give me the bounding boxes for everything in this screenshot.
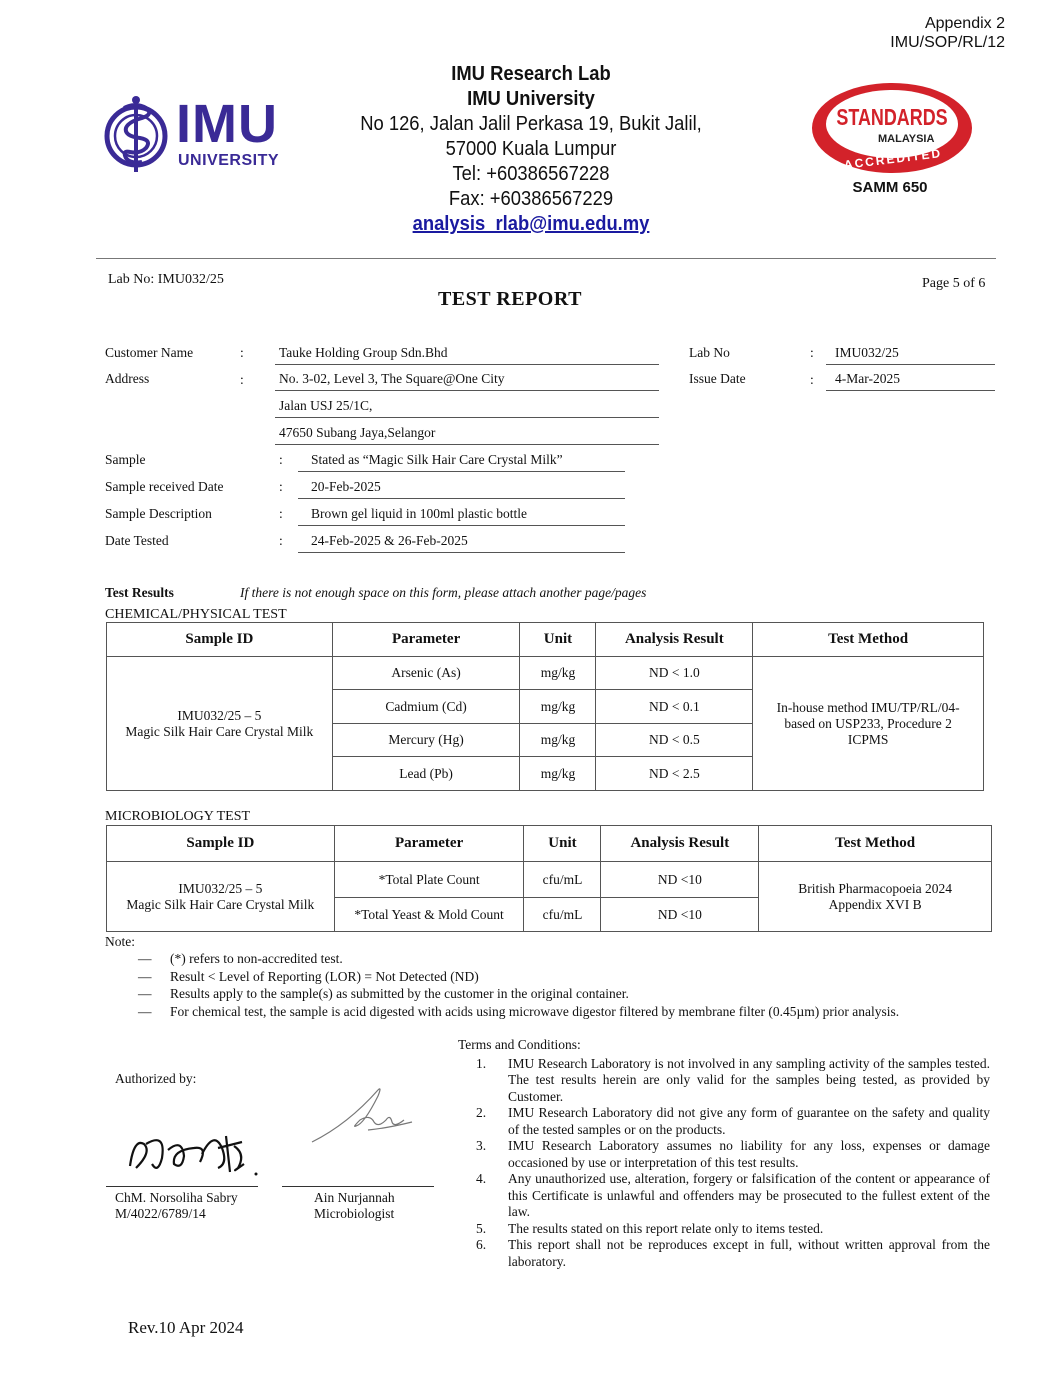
lab-no-label: Lab No [689, 345, 730, 360]
revision-footer: Rev.10 Apr 2024 [128, 1318, 244, 1337]
micro-sample-id-cell [107, 862, 335, 932]
chem-method-line2: based on USP233, Procedure 2 [784, 715, 952, 731]
authorized-by-label: Authorized by: [115, 1071, 197, 1086]
header-lab-name: IMU Research Lab [451, 63, 611, 85]
malaysia-text: MALAYSIA [878, 133, 935, 145]
terms-and-conditions [458, 1037, 990, 1270]
appendix-line1: Appendix 2 [924, 15, 1005, 32]
imu-logo [102, 94, 292, 176]
logo-imu-text: IMU [176, 94, 278, 154]
micro-sample-name: Magic Silk Hair Care Crystal Milk [126, 896, 315, 912]
colon: : [240, 345, 244, 360]
note-item: Result < Level of Reporting (LOR) = Not Detected (ND) [170, 969, 479, 984]
chem-result: ND < 2.5 [596, 757, 753, 791]
chem-result: ND < 1.0 [596, 657, 753, 690]
note-item: Results apply to the sample(s) as submitted by the customer in the original container. [170, 986, 629, 1001]
chem-unit: mg/kg [520, 690, 596, 724]
terms-title: Terms and Conditions: [458, 1037, 581, 1052]
sample-description-value: Brown gel liquid in 100ml plastic bottle [298, 506, 625, 526]
accredited-text: ACCREDITED [843, 146, 943, 172]
sample-received-value: 20-Feb-2025 [298, 479, 625, 499]
signature-2-icon [308, 1084, 418, 1146]
chem-unit: mg/kg [520, 724, 596, 757]
header-parameter: Parameter [332, 623, 520, 657]
term-text: Any unauthorized use, alteration, forgery or falsification of the content or appearance of this Certificate is unlawful and offenders may be prosecuted to the fullest extent of the law. [508, 1171, 990, 1219]
microbiology-test-table [106, 825, 992, 932]
note-dash: — [138, 969, 152, 984]
standards-text: STANDARDS [836, 104, 948, 130]
address-line2: Jalan USJ 25/1C, [275, 398, 659, 418]
term-number: 6. [476, 1237, 487, 1252]
samm-text: SAMM 650 [852, 179, 928, 196]
table-row [107, 862, 992, 898]
chem-parameter: Mercury (Hg) [332, 724, 520, 757]
issue-date-label: Issue Date [689, 371, 746, 386]
term-text: This report shall not be reproduces except in full, without written approval from the laboratory. [508, 1237, 990, 1269]
term-number: 5. [476, 1220, 487, 1236]
chem-parameter: Cadmium (Cd) [332, 690, 520, 724]
signatory-1-name: ChM. Norsoliha Sabry [115, 1190, 238, 1205]
list-item [458, 1171, 990, 1221]
date-tested-value: 24-Feb-2025 & 26-Feb-2025 [298, 533, 625, 553]
colon: : [279, 506, 283, 521]
date-tested-label: Date Tested [105, 533, 169, 548]
sample-label: Sample [105, 452, 146, 467]
test-results-label: Test Results [105, 585, 174, 600]
note-dash: — [138, 986, 152, 1001]
colon: : [279, 533, 283, 548]
standards-badge [808, 80, 976, 200]
sample-received-label: Sample received Date [105, 479, 224, 494]
table-row [107, 657, 984, 690]
chem-method-cell [753, 657, 984, 791]
term-number: 3. [476, 1138, 487, 1153]
list-item [458, 1237, 990, 1270]
micro-result: ND <10 [601, 862, 759, 898]
note-item: (*) refers to non-accredited test. [170, 951, 343, 966]
list-item [458, 1138, 990, 1171]
signatory-1-id: M/4022/6789/14 [115, 1206, 206, 1221]
chem-sample-id-cell [107, 657, 333, 791]
lab-no-value: IMU032/25 [826, 345, 995, 365]
note-item: For chemical test, the sample is acid digested with acids using microwave digestor filtered by membrane filter (0.45µm) prior analysis. [170, 1004, 900, 1019]
header-tel: Tel: +60386567228 [452, 163, 610, 185]
sample-description-label: Sample Description [105, 506, 212, 521]
micro-method-cell [759, 862, 992, 932]
micro-unit: cfu/mL [524, 898, 601, 932]
list-item [458, 1221, 990, 1238]
micro-method-line1: British Pharmacopoeia 2024 [798, 880, 952, 896]
header-address2: 57000 Kuala Lumpur [445, 138, 617, 160]
colon: : [279, 479, 283, 494]
header-unit: Unit [520, 623, 596, 657]
colon: : [240, 372, 244, 387]
micro-unit: cfu/mL [524, 862, 601, 898]
chem-method-line1: In-house method IMU/TP/RL/04- [776, 699, 960, 715]
microbiology-test-title: MICROBIOLOGY TEST [105, 809, 251, 824]
term-number: 4. [476, 1171, 487, 1186]
colon: : [810, 372, 814, 387]
header-email-link[interactable]: analysis_rlab@imu.edu.my [412, 213, 650, 235]
header-sample-id: Sample ID [107, 623, 333, 657]
sample-value: Stated as “Magic Silk Hair Care Crystal Milk” [298, 452, 625, 472]
page-number: Page 5 of 6 [922, 276, 986, 291]
chem-parameter: Arsenic (As) [332, 657, 520, 690]
signatory-2-name: Ain Nurjannah [314, 1190, 395, 1205]
header-analysis-result: Analysis Result [601, 826, 759, 862]
micro-sample-id: IMU032/25 – 5 [178, 880, 263, 896]
term-text: The results stated on this report relate only to items tested. [508, 1220, 824, 1236]
micro-parameter: *Total Plate Count [334, 862, 524, 898]
term-text: IMU Research Laboratory did not give any form of guarantee on the safety and quality of the tested samples or on the products. [508, 1105, 990, 1137]
term-text: IMU Research Laboratory assumes no liability for any loss, expenses or damage occasioned by use or interpretation of this test results. [508, 1138, 990, 1170]
chem-unit: mg/kg [520, 657, 596, 690]
chem-unit: mg/kg [520, 757, 596, 791]
term-number: 2. [476, 1105, 487, 1120]
micro-parameter: *Total Yeast & Mold Count [334, 898, 524, 932]
chem-result: ND < 0.1 [596, 690, 753, 724]
list-item [458, 1056, 990, 1106]
chem-sample-name: Magic Silk Hair Care Crystal Milk [125, 723, 314, 739]
address-line1: No. 3-02, Level 3, The Square@One City [275, 371, 659, 391]
header-sample-id: Sample ID [107, 826, 335, 862]
header-analysis-result: Analysis Result [596, 623, 753, 657]
note-label: Note: [105, 934, 135, 949]
appendix-ref [890, 14, 1005, 52]
micro-result: ND <10 [601, 898, 759, 932]
micro-method-line2: Appendix XVI B [828, 896, 922, 912]
customer-name-label: Customer Name [105, 345, 194, 360]
note-dash: — [138, 951, 152, 966]
test-results-note: If there is not enough space on this form, please attach another page/pages [240, 585, 647, 600]
report-title: TEST REPORT [438, 288, 582, 310]
chem-sample-id: IMU032/25 – 5 [177, 707, 262, 723]
customer-name: Tauke Holding Group Sdn.Bhd [275, 345, 659, 365]
chemical-test-table [106, 622, 984, 791]
chem-result: ND < 0.5 [596, 724, 753, 757]
caduceus-icon [102, 94, 170, 176]
logo-university-text: UNIVERSITY [178, 152, 280, 169]
colon: : [810, 345, 814, 360]
header-university: IMU University [467, 88, 595, 110]
lab-no-top: Lab No: IMU032/25 [108, 272, 224, 287]
term-number: 1. [476, 1055, 487, 1071]
issue-date-value: 4-Mar-2025 [826, 371, 995, 391]
header-test-method: Test Method [753, 623, 984, 657]
address-label: Address [105, 371, 150, 386]
header-test-method: Test Method [759, 826, 992, 862]
chemical-test-title: CHEMICAL/PHYSICAL TEST [105, 607, 287, 622]
list-item [458, 1105, 990, 1138]
colon: : [279, 452, 283, 467]
note-dash: — [138, 1004, 152, 1019]
header-address1: No 126, Jalan Jalil Perkasa 19, Bukit Jalil, [360, 113, 702, 135]
header-parameter: Parameter [334, 826, 524, 862]
header-unit: Unit [524, 826, 601, 862]
signature-1-icon [122, 1124, 272, 1184]
address-line3: 47650 Subang Jaya,Selangor [275, 425, 659, 445]
signatory-2-role: Microbiologist [314, 1206, 395, 1221]
chem-parameter: Lead (Pb) [332, 757, 520, 791]
appendix-line2: IMU/SOP/RL/12 [890, 34, 1005, 51]
header-fax: Fax: +60386567229 [448, 188, 614, 210]
chem-method-line3: ICPMS [847, 731, 889, 747]
term-text: IMU Research Laboratory is not involved in any sampling activity of the samples tested. The test results herein are only valid for the samples being tested, as provided by Customer. [508, 1055, 990, 1104]
